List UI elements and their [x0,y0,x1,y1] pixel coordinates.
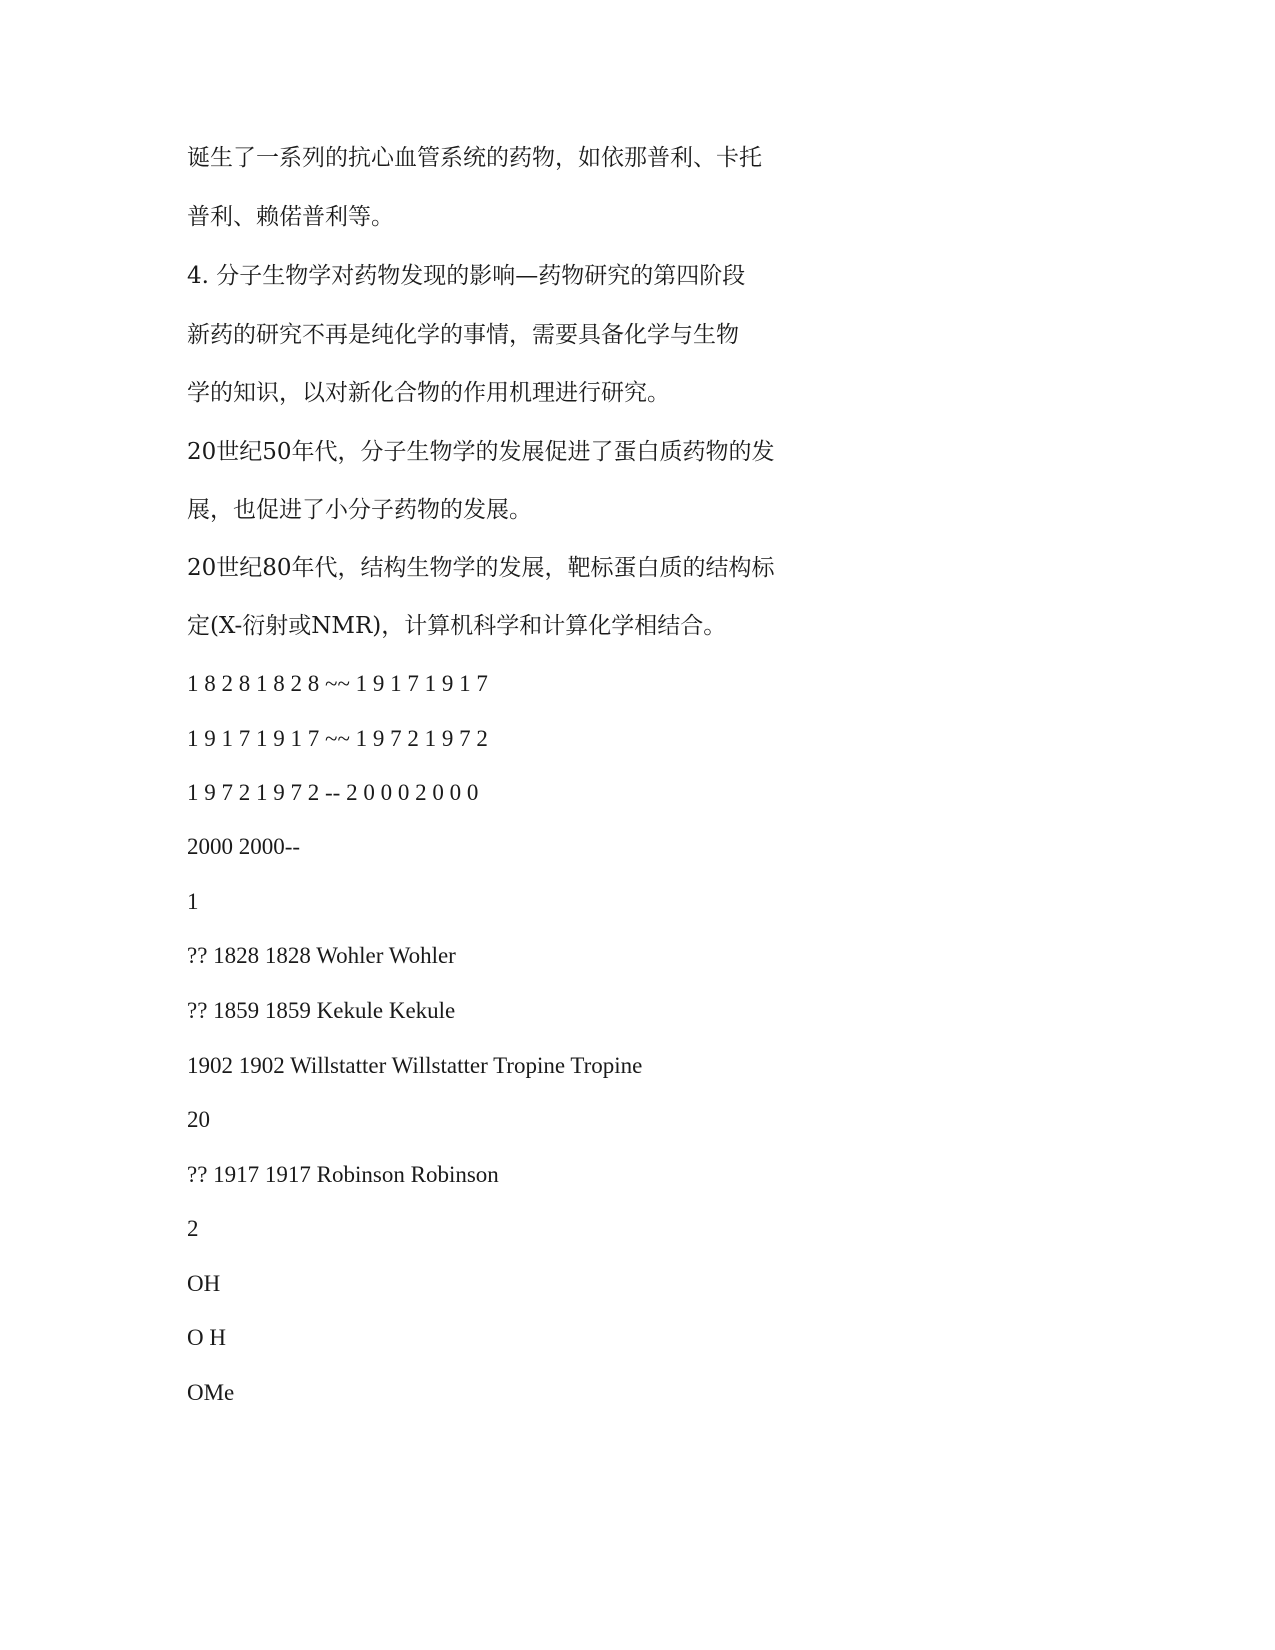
chem-label-oh: OH [187,1271,221,1296]
history-entry-robinson: ?? 1917 1917 Robinson Robinson [187,1162,499,1187]
text-line-5: 学的知识，以对新化合物的作用机理进行研究。 [187,380,670,406]
timeline-row-4: 2000 2000-- [187,834,301,859]
timeline-row-3: 1 9 7 2 1 9 7 2 -- 2 0 0 0 2 0 0 0 [187,780,479,805]
text-line-1: 诞生了一系列的抗心血管系统的药物，如依那普利、卡托 [187,145,762,171]
history-entry-wohler: ?? 1828 1828 Wohler Wohler [187,943,456,968]
page-marker-20: 20 [187,1107,210,1132]
text-line-4: 新药的研究不再是纯化学的事情，需要具备化学与生物 [187,322,739,348]
text-line-6: 20世纪50年代，分子生物学的发展促进了蛋白质药物的发 [187,439,775,465]
chem-label-o-h: O H [187,1325,226,1350]
chem-label-ome: OMe [187,1380,235,1405]
timeline-row-2: 1 9 1 7 1 9 1 7 ~~ 1 9 7 2 1 9 7 2 [187,726,488,751]
section-heading: 4. 分子生物学对药物发现的影响—药物研究的第四阶段 [187,263,746,289]
history-entry-willstatter: 1902 1902 Willstatter Willstatter Tropine Tropine [187,1053,643,1078]
page-marker-1: 1 [187,889,199,914]
page-marker-2: 2 [187,1216,199,1241]
history-entry-kekule: ?? 1859 1859 Kekule Kekule [187,998,456,1023]
text-line-8: 20世纪80年代，结构生物学的发展，靶标蛋白质的结构标 [187,555,775,581]
text-line-2: 普利、赖偌普利等。 [187,204,394,230]
timeline-row-1: 1 8 2 8 1 8 2 8 ~~ 1 9 1 7 1 9 1 7 [187,671,488,696]
text-line-9: 定(X-衍射或NMR)，计算机科学和计算化学相结合。 [187,613,727,639]
text-line-7: 展，也促进了小分子药物的发展。 [187,497,532,523]
